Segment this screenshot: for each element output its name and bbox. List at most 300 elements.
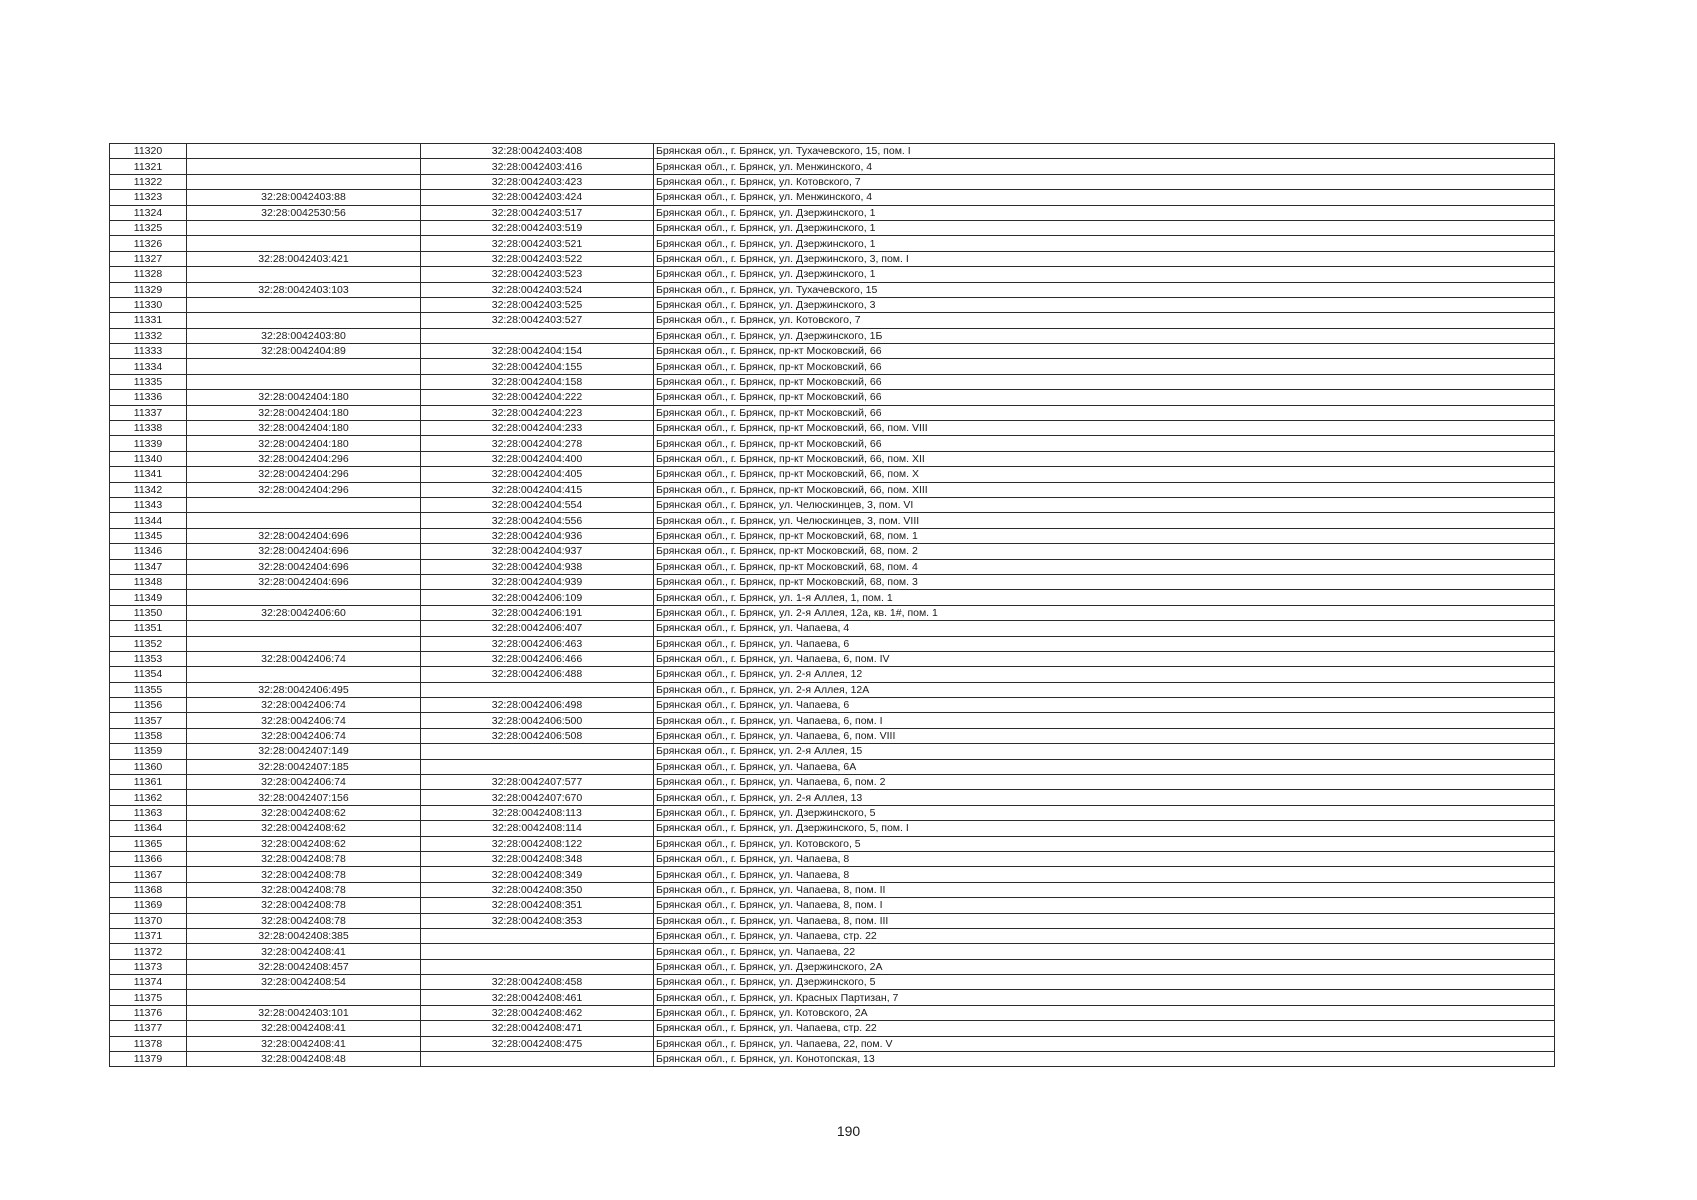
previous-cadastral-number-cell: 32:28:0042408:457 xyxy=(187,959,421,974)
previous-cadastral-number-cell: 32:28:0042404:296 xyxy=(187,451,421,466)
cadastral-number-cell: 32:28:0042408:348 xyxy=(421,851,654,866)
row-number-cell: 11338 xyxy=(110,421,187,436)
address-cell: Брянская обл., г. Брянск, ул. Челюскинцев, 3, пом. VI xyxy=(654,497,1555,512)
table-row xyxy=(110,836,1555,851)
cadastral-number-cell: 32:28:0042408:351 xyxy=(421,898,654,913)
cadastral-number-cell: 32:28:0042404:556 xyxy=(421,513,654,528)
cadastral-number-cell: 32:28:0042404:936 xyxy=(421,528,654,543)
table-row xyxy=(110,267,1555,282)
previous-cadastral-number-cell: 32:28:0042404:180 xyxy=(187,436,421,451)
address-cell: Брянская обл., г. Брянск, пр-кт Московский, 66 xyxy=(654,344,1555,359)
previous-cadastral-number-cell: 32:28:0042408:62 xyxy=(187,836,421,851)
previous-cadastral-number-cell: 32:28:0042406:74 xyxy=(187,651,421,666)
previous-cadastral-number-cell: 32:28:0042408:78 xyxy=(187,882,421,897)
table-row xyxy=(110,159,1555,174)
cadastral-number-cell: 32:28:0042408:122 xyxy=(421,836,654,851)
row-number-cell: 11376 xyxy=(110,1005,187,1020)
address-cell: Брянская обл., г. Брянск, ул. 1-я Аллея, 1, пом. 1 xyxy=(654,590,1555,605)
previous-cadastral-number-cell xyxy=(187,236,421,251)
previous-cadastral-number-cell xyxy=(187,159,421,174)
row-number-cell: 11324 xyxy=(110,205,187,220)
address-cell: Брянская обл., г. Брянск, ул. Котовского, 7 xyxy=(654,174,1555,189)
row-number-cell: 11340 xyxy=(110,451,187,466)
row-number-cell: 11361 xyxy=(110,775,187,790)
table-row xyxy=(110,621,1555,636)
table-row xyxy=(110,867,1555,882)
cadastral-number-cell: 32:28:0042404:415 xyxy=(421,482,654,497)
table-row xyxy=(110,990,1555,1005)
table-row xyxy=(110,344,1555,359)
table-row xyxy=(110,559,1555,574)
previous-cadastral-number-cell xyxy=(187,297,421,312)
previous-cadastral-number-cell xyxy=(187,174,421,189)
table-row xyxy=(110,297,1555,312)
cadastral-number-cell: 32:28:0042404:154 xyxy=(421,344,654,359)
table-row xyxy=(110,975,1555,990)
table-row xyxy=(110,174,1555,189)
row-number-cell: 11344 xyxy=(110,513,187,528)
row-number-cell: 11352 xyxy=(110,636,187,651)
cadastral-number-cell: 32:28:0042404:937 xyxy=(421,544,654,559)
address-cell: Брянская обл., г. Брянск, пр-кт Московский, 66 xyxy=(654,436,1555,451)
previous-cadastral-number-cell: 32:28:0042408:78 xyxy=(187,851,421,866)
row-number-cell: 11333 xyxy=(110,344,187,359)
table-row xyxy=(110,590,1555,605)
cadastral-number-cell: 32:28:0042406:407 xyxy=(421,621,654,636)
table-row xyxy=(110,313,1555,328)
previous-cadastral-number-cell: 32:28:0042406:74 xyxy=(187,698,421,713)
address-cell: Брянская обл., г. Брянск, ул. Дзержинского, 5 xyxy=(654,975,1555,990)
cadastral-number-cell: 32:28:0042408:471 xyxy=(421,1021,654,1036)
previous-cadastral-number-cell: 32:28:0042406:74 xyxy=(187,713,421,728)
page-number: 190 xyxy=(836,1123,861,1139)
address-cell: Брянская обл., г. Брянск, ул. Челюскинцев, 3, пом. VIII xyxy=(654,513,1555,528)
address-cell: Брянская обл., г. Брянск, ул. Дзержинского, 1 xyxy=(654,205,1555,220)
table-row xyxy=(110,682,1555,697)
table-row xyxy=(110,698,1555,713)
row-number-cell: 11358 xyxy=(110,728,187,743)
cadastral-number-cell: 32:28:0042403:519 xyxy=(421,220,654,235)
cadastral-number-cell: 32:28:0042408:353 xyxy=(421,913,654,928)
previous-cadastral-number-cell: 32:28:0042403:88 xyxy=(187,190,421,205)
table-row xyxy=(110,374,1555,389)
address-cell: Брянская обл., г. Брянск, пр-кт Московский, 66 xyxy=(654,359,1555,374)
row-number-cell: 11325 xyxy=(110,220,187,235)
cadastral-number-cell xyxy=(421,1052,654,1067)
cadastral-number-cell: 32:28:0042403:524 xyxy=(421,282,654,297)
cadastral-number-cell: 32:28:0042408:461 xyxy=(421,990,654,1005)
previous-cadastral-number-cell: 32:28:0042404:180 xyxy=(187,390,421,405)
cadastral-number-cell: 32:28:0042404:158 xyxy=(421,374,654,389)
cadastral-number-cell xyxy=(421,759,654,774)
table-row xyxy=(110,421,1555,436)
previous-cadastral-number-cell: 32:28:0042408:62 xyxy=(187,805,421,820)
table-row xyxy=(110,713,1555,728)
address-cell: Брянская обл., г. Брянск, ул. Менжинского, 4 xyxy=(654,159,1555,174)
address-cell: Брянская обл., г. Брянск, ул. Дзержинского, 1 xyxy=(654,220,1555,235)
table-row xyxy=(110,574,1555,589)
row-number-cell: 11343 xyxy=(110,497,187,512)
previous-cadastral-number-cell: 32:28:0042407:185 xyxy=(187,759,421,774)
previous-cadastral-number-cell xyxy=(187,590,421,605)
row-number-cell: 11355 xyxy=(110,682,187,697)
previous-cadastral-number-cell: 32:28:0042407:149 xyxy=(187,744,421,759)
row-number-cell: 11339 xyxy=(110,436,187,451)
address-cell: Брянская обл., г. Брянск, пр-кт Московский, 68, пом. 4 xyxy=(654,559,1555,574)
previous-cadastral-number-cell: 32:28:0042408:48 xyxy=(187,1052,421,1067)
previous-cadastral-number-cell: 32:28:0042403:80 xyxy=(187,328,421,343)
table-row xyxy=(110,220,1555,235)
table-row xyxy=(110,251,1555,266)
table-row xyxy=(110,759,1555,774)
previous-cadastral-number-cell: 32:28:0042404:89 xyxy=(187,344,421,359)
previous-cadastral-number-cell: 32:28:0042408:41 xyxy=(187,944,421,959)
table-row xyxy=(110,544,1555,559)
row-number-cell: 11379 xyxy=(110,1052,187,1067)
address-cell: Брянская обл., г. Брянск, ул. Чапаева, 4 xyxy=(654,621,1555,636)
table-row xyxy=(110,851,1555,866)
previous-cadastral-number-cell: 32:28:0042408:385 xyxy=(187,928,421,943)
address-cell: Брянская обл., г. Брянск, ул. Котовского, 2А xyxy=(654,1005,1555,1020)
previous-cadastral-number-cell: 32:28:0042408:41 xyxy=(187,1036,421,1051)
address-cell: Брянская обл., г. Брянск, ул. Чапаева, 22 xyxy=(654,944,1555,959)
row-number-cell: 11373 xyxy=(110,959,187,974)
previous-cadastral-number-cell: 32:28:0042404:696 xyxy=(187,559,421,574)
previous-cadastral-number-cell: 32:28:0042403:103 xyxy=(187,282,421,297)
row-number-cell: 11350 xyxy=(110,605,187,620)
cadastral-number-cell: 32:28:0042407:670 xyxy=(421,790,654,805)
table-row xyxy=(110,928,1555,943)
address-cell: Брянская обл., г. Брянск, ул. Чапаева, 8, пом. II xyxy=(654,882,1555,897)
row-number-cell: 11328 xyxy=(110,267,187,282)
table-row xyxy=(110,944,1555,959)
address-cell: Брянская обл., г. Брянск, ул. Дзержинского, 1 xyxy=(654,267,1555,282)
row-number-cell: 11365 xyxy=(110,836,187,851)
cadastral-number-cell xyxy=(421,328,654,343)
address-cell: Брянская обл., г. Брянск, ул. Чапаева, стр. 22 xyxy=(654,1021,1555,1036)
previous-cadastral-number-cell xyxy=(187,513,421,528)
row-number-cell: 11366 xyxy=(110,851,187,866)
address-cell: Брянская обл., г. Брянск, ул. Чапаева, стр. 22 xyxy=(654,928,1555,943)
previous-cadastral-number-cell: 32:28:0042404:180 xyxy=(187,405,421,420)
row-number-cell: 11374 xyxy=(110,975,187,990)
registry-table xyxy=(109,143,1555,1067)
cadastral-number-cell: 32:28:0042406:500 xyxy=(421,713,654,728)
cadastral-number-cell: 32:28:0042404:233 xyxy=(421,421,654,436)
row-number-cell: 11357 xyxy=(110,713,187,728)
cadastral-number-cell: 32:28:0042404:155 xyxy=(421,359,654,374)
address-cell: Брянская обл., г. Брянск, ул. 2-я Аллея, 13 xyxy=(654,790,1555,805)
address-cell: Брянская обл., г. Брянск, пр-кт Московский, 66, пом. X xyxy=(654,467,1555,482)
cadastral-number-cell: 32:28:0042407:577 xyxy=(421,775,654,790)
row-number-cell: 11334 xyxy=(110,359,187,374)
row-number-cell: 11332 xyxy=(110,328,187,343)
address-cell: Брянская обл., г. Брянск, ул. Дзержинского, 2А xyxy=(654,959,1555,974)
table-row xyxy=(110,959,1555,974)
cadastral-number-cell: 32:28:0042408:458 xyxy=(421,975,654,990)
table-row xyxy=(110,390,1555,405)
table-row xyxy=(110,1036,1555,1051)
address-cell: Брянская обл., г. Брянск, ул. Красных Партизан, 7 xyxy=(654,990,1555,1005)
address-cell: Брянская обл., г. Брянск, ул. Чапаева, 6, пом. IV xyxy=(654,651,1555,666)
row-number-cell: 11342 xyxy=(110,482,187,497)
cadastral-number-cell: 32:28:0042406:508 xyxy=(421,728,654,743)
row-number-cell: 11336 xyxy=(110,390,187,405)
table-row xyxy=(110,790,1555,805)
address-cell: Брянская обл., г. Брянск, ул. 2-я Аллея, 15 xyxy=(654,744,1555,759)
row-number-cell: 11321 xyxy=(110,159,187,174)
table-row xyxy=(110,282,1555,297)
address-cell: Брянская обл., г. Брянск, пр-кт Московский, 66, пом. VIII xyxy=(654,421,1555,436)
row-number-cell: 11375 xyxy=(110,990,187,1005)
row-number-cell: 11347 xyxy=(110,559,187,574)
row-number-cell: 11360 xyxy=(110,759,187,774)
row-number-cell: 11367 xyxy=(110,867,187,882)
address-cell: Брянская обл., г. Брянск, ул. Конотопская, 13 xyxy=(654,1052,1555,1067)
address-cell: Брянская обл., г. Брянск, ул. Чапаева, 6А xyxy=(654,759,1555,774)
previous-cadastral-number-cell xyxy=(187,621,421,636)
previous-cadastral-number-cell: 32:28:0042404:696 xyxy=(187,528,421,543)
row-number-cell: 11356 xyxy=(110,698,187,713)
address-cell: Брянская обл., г. Брянск, пр-кт Московский, 68, пом. 1 xyxy=(654,528,1555,543)
address-cell: Брянская обл., г. Брянск, ул. Чапаева, 6, пом. VIII xyxy=(654,728,1555,743)
table-row xyxy=(110,190,1555,205)
previous-cadastral-number-cell: 32:28:0042530:56 xyxy=(187,205,421,220)
address-cell: Брянская обл., г. Брянск, ул. Тухачевского, 15, пом. I xyxy=(654,144,1555,159)
row-number-cell: 11345 xyxy=(110,528,187,543)
table-row xyxy=(110,605,1555,620)
row-number-cell: 11320 xyxy=(110,144,187,159)
address-cell: Брянская обл., г. Брянск, пр-кт Московский, 68, пом. 2 xyxy=(654,544,1555,559)
table-row xyxy=(110,205,1555,220)
previous-cadastral-number-cell: 32:28:0042404:296 xyxy=(187,482,421,497)
previous-cadastral-number-cell: 32:28:0042404:696 xyxy=(187,574,421,589)
row-number-cell: 11362 xyxy=(110,790,187,805)
cadastral-number-cell: 32:28:0042408:475 xyxy=(421,1036,654,1051)
table-row xyxy=(110,651,1555,666)
row-number-cell: 11351 xyxy=(110,621,187,636)
address-cell: Брянская обл., г. Брянск, ул. Дзержинского, 5, пом. I xyxy=(654,821,1555,836)
previous-cadastral-number-cell xyxy=(187,990,421,1005)
row-number-cell: 11372 xyxy=(110,944,187,959)
table-row xyxy=(110,497,1555,512)
cadastral-number-cell: 32:28:0042406:488 xyxy=(421,667,654,682)
cadastral-number-cell: 32:28:0042403:521 xyxy=(421,236,654,251)
address-cell: Брянская обл., г. Брянск, ул. 2-я Аллея, 12 xyxy=(654,667,1555,682)
table-row xyxy=(110,405,1555,420)
address-cell: Брянская обл., г. Брянск, пр-кт Московский, 66 xyxy=(654,374,1555,389)
address-cell: Брянская обл., г. Брянск, ул. Дзержинского, 3 xyxy=(654,297,1555,312)
address-cell: Брянская обл., г. Брянск, ул. Дзержинского, 1 xyxy=(654,236,1555,251)
previous-cadastral-number-cell xyxy=(187,144,421,159)
cadastral-number-cell: 32:28:0042403:416 xyxy=(421,159,654,174)
address-cell: Брянская обл., г. Брянск, ул. Котовского, 7 xyxy=(654,313,1555,328)
previous-cadastral-number-cell xyxy=(187,359,421,374)
table-row xyxy=(110,1005,1555,1020)
previous-cadastral-number-cell: 32:28:0042408:41 xyxy=(187,1021,421,1036)
previous-cadastral-number-cell: 32:28:0042408:54 xyxy=(187,975,421,990)
table-row xyxy=(110,482,1555,497)
table-row xyxy=(110,898,1555,913)
address-cell: Брянская обл., г. Брянск, ул. Дзержинского, 3, пом. I xyxy=(654,251,1555,266)
table-row xyxy=(110,328,1555,343)
cadastral-number-cell: 32:28:0042403:527 xyxy=(421,313,654,328)
table-row xyxy=(110,436,1555,451)
previous-cadastral-number-cell: 32:28:0042407:156 xyxy=(187,790,421,805)
table-row xyxy=(110,775,1555,790)
address-cell: Брянская обл., г. Брянск, ул. Дзержинского, 1Б xyxy=(654,328,1555,343)
address-cell: Брянская обл., г. Брянск, ул. Котовского, 5 xyxy=(654,836,1555,851)
table-row xyxy=(110,744,1555,759)
cadastral-number-cell: 32:28:0042403:424 xyxy=(421,190,654,205)
previous-cadastral-number-cell: 32:28:0042406:74 xyxy=(187,775,421,790)
cadastral-number-cell xyxy=(421,682,654,697)
address-cell: Брянская обл., г. Брянск, пр-кт Московский, 68, пом. 3 xyxy=(654,574,1555,589)
table-row xyxy=(110,467,1555,482)
previous-cadastral-number-cell: 32:28:0042408:62 xyxy=(187,821,421,836)
address-cell: Брянская обл., г. Брянск, пр-кт Московский, 66 xyxy=(654,405,1555,420)
address-cell: Брянская обл., г. Брянск, ул. Чапаева, 6 xyxy=(654,698,1555,713)
row-number-cell: 11364 xyxy=(110,821,187,836)
cadastral-number-cell: 32:28:0042408:113 xyxy=(421,805,654,820)
address-cell: Брянская обл., г. Брянск, ул. Тухачевского, 15 xyxy=(654,282,1555,297)
row-number-cell: 11346 xyxy=(110,544,187,559)
table-row xyxy=(110,451,1555,466)
row-number-cell: 11335 xyxy=(110,374,187,389)
previous-cadastral-number-cell xyxy=(187,636,421,651)
row-number-cell: 11329 xyxy=(110,282,187,297)
address-cell: Брянская обл., г. Брянск, ул. Чапаева, 6, пом. 2 xyxy=(654,775,1555,790)
row-number-cell: 11377 xyxy=(110,1021,187,1036)
address-cell: Брянская обл., г. Брянск, ул. 2-я Аллея, 12а, кв. 1#, пом. 1 xyxy=(654,605,1555,620)
row-number-cell: 11378 xyxy=(110,1036,187,1051)
cadastral-number-cell: 32:28:0042404:405 xyxy=(421,467,654,482)
table-row xyxy=(110,728,1555,743)
row-number-cell: 11327 xyxy=(110,251,187,266)
row-number-cell: 11349 xyxy=(110,590,187,605)
cadastral-number-cell: 32:28:0042404:278 xyxy=(421,436,654,451)
row-number-cell: 11359 xyxy=(110,744,187,759)
row-number-cell: 11368 xyxy=(110,882,187,897)
cadastral-number-cell: 32:28:0042406:109 xyxy=(421,590,654,605)
cadastral-number-cell: 32:28:0042403:517 xyxy=(421,205,654,220)
cadastral-number-cell: 32:28:0042408:114 xyxy=(421,821,654,836)
cadastral-number-cell xyxy=(421,959,654,974)
row-number-cell: 11353 xyxy=(110,651,187,666)
table-row xyxy=(110,821,1555,836)
address-cell: Брянская обл., г. Брянск, пр-кт Московский, 66, пом. XIII xyxy=(654,482,1555,497)
address-cell: Брянская обл., г. Брянск, ул. Чапаева, 8 xyxy=(654,867,1555,882)
cadastral-number-cell: 32:28:0042403:408 xyxy=(421,144,654,159)
address-cell: Брянская обл., г. Брянск, ул. Чапаева, 22, пом. V xyxy=(654,1036,1555,1051)
table-row xyxy=(110,636,1555,651)
previous-cadastral-number-cell xyxy=(187,267,421,282)
row-number-cell: 11322 xyxy=(110,174,187,189)
table-row xyxy=(110,805,1555,820)
row-number-cell: 11369 xyxy=(110,898,187,913)
previous-cadastral-number-cell: 32:28:0042406:495 xyxy=(187,682,421,697)
address-cell: Брянская обл., г. Брянск, ул. Чапаева, 6 xyxy=(654,636,1555,651)
row-number-cell: 11330 xyxy=(110,297,187,312)
row-number-cell: 11354 xyxy=(110,667,187,682)
table-row xyxy=(110,528,1555,543)
previous-cadastral-number-cell xyxy=(187,313,421,328)
previous-cadastral-number-cell: 32:28:0042404:180 xyxy=(187,421,421,436)
address-cell: Брянская обл., г. Брянск, ул. Чапаева, 8 xyxy=(654,851,1555,866)
cadastral-number-cell: 32:28:0042408:350 xyxy=(421,882,654,897)
previous-cadastral-number-cell: 32:28:0042403:421 xyxy=(187,251,421,266)
row-number-cell: 11326 xyxy=(110,236,187,251)
row-number-cell: 11323 xyxy=(110,190,187,205)
previous-cadastral-number-cell xyxy=(187,220,421,235)
table-row xyxy=(110,144,1555,159)
previous-cadastral-number-cell xyxy=(187,497,421,512)
cadastral-number-cell: 32:28:0042404:938 xyxy=(421,559,654,574)
table-row xyxy=(110,882,1555,897)
cadastral-number-cell xyxy=(421,928,654,943)
row-number-cell: 11363 xyxy=(110,805,187,820)
address-cell: Брянская обл., г. Брянск, ул. Менжинского, 4 xyxy=(654,190,1555,205)
previous-cadastral-number-cell: 32:28:0042408:78 xyxy=(187,913,421,928)
cadastral-number-cell: 32:28:0042404:223 xyxy=(421,405,654,420)
cadastral-number-cell: 32:28:0042404:554 xyxy=(421,497,654,512)
cadastral-number-cell: 32:28:0042403:423 xyxy=(421,174,654,189)
cadastral-number-cell: 32:28:0042404:939 xyxy=(421,574,654,589)
address-cell: Брянская обл., г. Брянск, ул. Дзержинского, 5 xyxy=(654,805,1555,820)
registry-table-body xyxy=(110,144,1555,1067)
previous-cadastral-number-cell xyxy=(187,667,421,682)
row-number-cell: 11370 xyxy=(110,913,187,928)
address-cell: Брянская обл., г. Брянск, ул. Чапаева, 6, пом. I xyxy=(654,713,1555,728)
address-cell: Брянская обл., г. Брянск, ул. Чапаева, 8, пом. I xyxy=(654,898,1555,913)
row-number-cell: 11348 xyxy=(110,574,187,589)
table-row xyxy=(110,1052,1555,1067)
table-row xyxy=(110,236,1555,251)
cadastral-number-cell: 32:28:0042403:525 xyxy=(421,297,654,312)
cadastral-number-cell: 32:28:0042408:462 xyxy=(421,1005,654,1020)
table-row xyxy=(110,913,1555,928)
cadastral-number-cell: 32:28:0042406:463 xyxy=(421,636,654,651)
previous-cadastral-number-cell: 32:28:0042406:60 xyxy=(187,605,421,620)
previous-cadastral-number-cell: 32:28:0042403:101 xyxy=(187,1005,421,1020)
row-number-cell: 11337 xyxy=(110,405,187,420)
cadastral-number-cell: 32:28:0042403:523 xyxy=(421,267,654,282)
table-row xyxy=(110,359,1555,374)
address-cell: Брянская обл., г. Брянск, пр-кт Московский, 66 xyxy=(654,390,1555,405)
previous-cadastral-number-cell: 32:28:0042408:78 xyxy=(187,898,421,913)
cadastral-number-cell: 32:28:0042408:349 xyxy=(421,867,654,882)
previous-cadastral-number-cell: 32:28:0042404:696 xyxy=(187,544,421,559)
row-number-cell: 11341 xyxy=(110,467,187,482)
cadastral-number-cell: 32:28:0042404:400 xyxy=(421,451,654,466)
address-cell: Брянская обл., г. Брянск, ул. Чапаева, 8, пом. III xyxy=(654,913,1555,928)
table-row xyxy=(110,513,1555,528)
cadastral-number-cell xyxy=(421,944,654,959)
cadastral-number-cell: 32:28:0042404:222 xyxy=(421,390,654,405)
row-number-cell: 11331 xyxy=(110,313,187,328)
address-cell: Брянская обл., г. Брянск, пр-кт Московский, 66, пом. XII xyxy=(654,451,1555,466)
cadastral-number-cell: 32:28:0042406:191 xyxy=(421,605,654,620)
cadastral-number-cell: 32:28:0042403:522 xyxy=(421,251,654,266)
cadastral-number-cell: 32:28:0042406:466 xyxy=(421,651,654,666)
previous-cadastral-number-cell xyxy=(187,374,421,389)
cadastral-number-cell: 32:28:0042406:498 xyxy=(421,698,654,713)
cadastral-number-cell xyxy=(421,744,654,759)
table-row xyxy=(110,1021,1555,1036)
previous-cadastral-number-cell: 32:28:0042408:78 xyxy=(187,867,421,882)
previous-cadastral-number-cell: 32:28:0042406:74 xyxy=(187,728,421,743)
row-number-cell: 11371 xyxy=(110,928,187,943)
